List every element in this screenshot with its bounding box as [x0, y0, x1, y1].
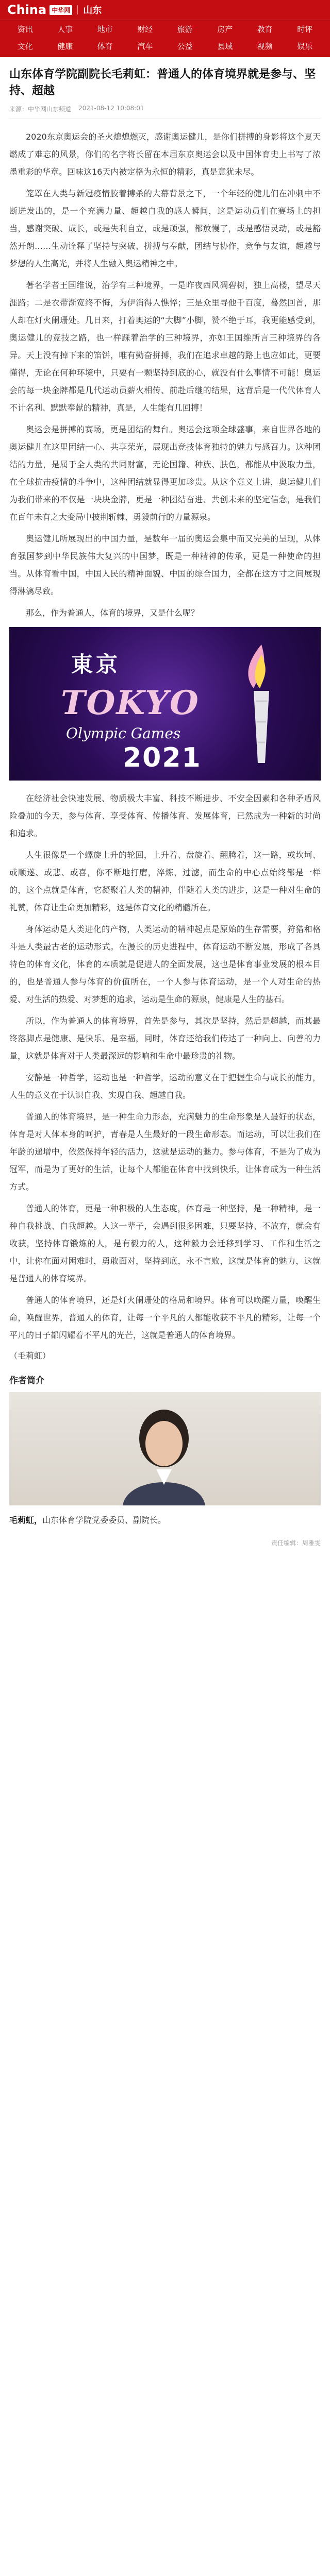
nav-item[interactable]: 县域	[217, 42, 233, 51]
nav-item[interactable]: 资讯	[17, 25, 33, 34]
author-portrait-icon	[107, 1402, 221, 1505]
nav-item[interactable]: 房产	[217, 25, 233, 34]
nav-item[interactable]: 体育	[97, 42, 113, 51]
editor-credit: 责任编辑：周雅雯	[271, 1539, 321, 1547]
author-photo	[9, 1392, 321, 1505]
article-paragraph: 2020东京奥运会的圣火熄熄燃灭，感谢奥运健儿，是你们拼搏的身影将这个夏天燃成了难忘的风景，你们的名字将长留在本届东京奥运会以及中国体育史上书写了浓墨重彩的华章。回味这16天内被定格为永恒的精彩，真是意犹未尽。	[9, 132, 321, 177]
torch-icon	[233, 639, 290, 768]
header-divider	[77, 5, 78, 14]
article-title: 山东体育学院副院长毛莉虹：普通人的体育境界就是参与、坚持、超越	[9, 68, 316, 97]
site-logo[interactable]: China	[7, 3, 47, 17]
article-paragraph: 著名学者王国维说，治学有三种境界，一是昨夜西风凋碧树，独上高楼，望尽天涯路；二是衣带渐宽终不悔，为伊消得人憔悴；三是众里寻他千百度，蓦然回首，那人却在灯火阑珊处。几日来，打着奥运的“大脚”小脚，赞不绝于耳，我更能感受到，奥运健儿的竞技之路，也一样踩着治学的三种境界，亦如王国维所言三种境界的各异。天上没有掉下来的馅饼，唯有勤奋拼搏，我们在追求卓越的路上也应如此，更要懂得，无论在何种环境中，只要有一颗坚持到底的心，就没有什么事情不可能！奥运会的每一块金牌都是几代运动员薪火相传、前赴后继的结果，这背后是一代代体育人不计名利、默默奉献的精神，真是，人生能有几回搏！	[9, 280, 321, 413]
nav-item[interactable]: 健康	[57, 42, 73, 51]
image-tokyo-text: TOKYO	[61, 684, 200, 722]
nav-item[interactable]: 时评	[297, 25, 313, 34]
article-signature: （毛莉虹）	[9, 1351, 51, 1361]
article-datetime: 2021-08-12 10:08:01	[78, 105, 144, 112]
nav-item[interactable]: 财经	[137, 25, 153, 34]
site-header	[0, 0, 330, 20]
article	[0, 57, 330, 1528]
nav-item[interactable]: 汽车	[137, 42, 153, 51]
nav-item[interactable]: 旅游	[177, 25, 193, 34]
article-paragraph: 那么，作为普通人，体育的境界，又是什么呢？	[26, 608, 200, 618]
article-paragraph: 奥运健儿所展现出的中国力量，是数年一届的奥运会集中而又完美的呈现，从体育强国梦到中华民族伟大复兴的中国梦，既是一种精神的传承，更是一种使命的担当。从体育看中国，中国人民的精神面貌、中国的综合国力，全都在这方寸之间展现得淋漓尽致。	[9, 534, 321, 596]
author-bio	[9, 1513, 321, 1528]
nav-item[interactable]: 教育	[257, 25, 273, 34]
nav-item[interactable]: 公益	[177, 42, 193, 51]
author-section-title: 作者简介	[9, 1376, 44, 1386]
article-paragraph: 普通人的体育境界，还是灯火阑珊处的格局和境界。体育可以唤醒力量，唤醒生命，唤醒世界，普通人的体育，让每一个平凡的人都能收获不平凡的精彩，让每一个平凡的日子都闪耀着不平凡的光芒，这就是普通人的体育境界。	[9, 1295, 321, 1340]
article-paragraph: 所以，作为普通人的体育境界，首先是参与，其次是坚持，然后是超越，而其最终落脚点是健康、是快乐、是幸福，同时，体育还给我们传达了一种向上、向善的力量，这就是体育对于人类最深远的影响和生命中最珍贵的礼物。	[9, 1016, 321, 1061]
article-paragraph: 在经济社会快速发展、物质极大丰富、科技不断进步、不安全因素和各种矛盾风险叠加的今天，参与体育、享受体育、传播体育、发展体育，已然成为一种新的时尚和追求。	[9, 793, 321, 838]
nav-item[interactable]: 娱乐	[297, 42, 313, 51]
channel-nav	[0, 20, 330, 57]
image-jp-text: 東京	[71, 652, 121, 677]
article-paragraph: 奥运会是拼搏的赛场，更是团结的舞台。奥运会这项全球盛事，来自世界各地的奥运健儿在这里团结一心、共享荣光，展现出竞技体育独特的魅力与感召力。这种团结的力量，是属于全人类的共同财富，无论国籍、种族、肤色，都能从中汲取力量，在全球抗击疫情的斗争中，这种团结就显得更加珍贵。从这个意义上讲，奥运健儿们为我们带来的不仅是一块块金牌，更是一种团结奋进、共创未来的坚定信念，是我们在百年未有之大变局中披荆斩棘、勇毅前行的力量源泉。	[9, 425, 321, 522]
tokyo-olympics-image	[9, 627, 321, 781]
article-paragraph: 普通人的体育境界，是一种生命力形态，充满魅力的生命形象是人最好的状态，体育是对人体本身的呵护，青春是人生最好的一段生命形态。而运动，可以让我们在年龄的递增中，依然保持年轻的活力，这就是运动的魅力。参与体育，不是为了成为冠军，而是为了更好的生活，让每个人都能在体育中找到快乐，让体育成为一种生活方式。	[9, 1112, 321, 1192]
article-meta	[9, 105, 321, 119]
article-paragraph: 人生很像是一个螺旋上升的轮回，上升着、盘旋着、翻腾着，这一路，或坎坷、或顺遂、或悲、或喜，你不断地打磨，淬炼，过滤，而生命的中心点始终都是一样的，这个点就是体育，它凝聚着人类的精神，伴随着人类的进步，这是一种对生命的礼赞，体育让生命更加精彩，这是体育文化的精髓所在。	[9, 850, 321, 912]
image-games-text: Olympic Games	[66, 725, 181, 742]
article-paragraph: 笼罩在人类与新冠疫情胶着搏杀的大幕背景之下，一个年轻的健儿们在冲刺中不断迸发出的，是一个充满力量、超越自我的感人瞬间，这是运动员们在赛场上的担当，感谢突破、成长，或是失利自立，或是顽强，都放慢了，或是感悟灵动，或是豁然开朗……生动诠释了坚持与突破、拼搏与奉献，团结与协作，竞争与友谊，超越与梦想的人生高光，并将人生融入奥运精神之中。	[9, 189, 321, 268]
author-name: 毛莉虹，	[9, 1515, 43, 1525]
article-paragraph: 普通人的体育，更是一种积极的人生态度，体育是一种坚持，是一种精神，是一种自我挑战、自我超越。人这一辈子，会遇到很多困难，只要坚持、不放弃，就会有收获，坚持体育锻炼的人，是有毅力的人，这种毅力会迁移到学习、工作和生活之中，让你在面对困难时，勇敢面对，坚持到底，永不言败，这就是体育的魅力，这就是普通人的体育境界。	[9, 1204, 321, 1283]
article-paragraph: 安静是一种哲学，运动也是一种哲学，运动的意义在于把握生命与成长的能力，人生的意义在于认识自我、实现自我、超越自我。	[9, 1073, 321, 1100]
nav-item[interactable]: 文化	[17, 42, 33, 51]
region-name: 山东	[83, 5, 102, 16]
nav-item[interactable]: 人事	[57, 25, 73, 34]
image-year-text: 2021	[123, 742, 202, 773]
nav-item[interactable]: 地市	[97, 25, 113, 34]
article-paragraph: 身体运动是人类进化的产物，人类运动的精神起点是原始的生存需要，狩猎和格斗是人类最古老的运动形式。在漫长的历史进程中，体育运动不断发展，形成了各具特色的体育文化，体育的本质就是促进人的全面发展，这也是体育事业发展的根本目的，也是普通人参与体育的价值所在，一个人参与体育运动，是一个人对生命的热爱、对生活的热爱、对梦想的追求，运动是生命的源泉，健康是人生的基石。	[9, 924, 321, 1004]
author-description: 山东体育学院党委委员、副院长。	[42, 1515, 167, 1525]
site-logo-sub: 中华网	[50, 5, 72, 15]
nav-item[interactable]: 视频	[257, 42, 273, 51]
article-source: 来源：中华网山东频道	[9, 106, 72, 113]
